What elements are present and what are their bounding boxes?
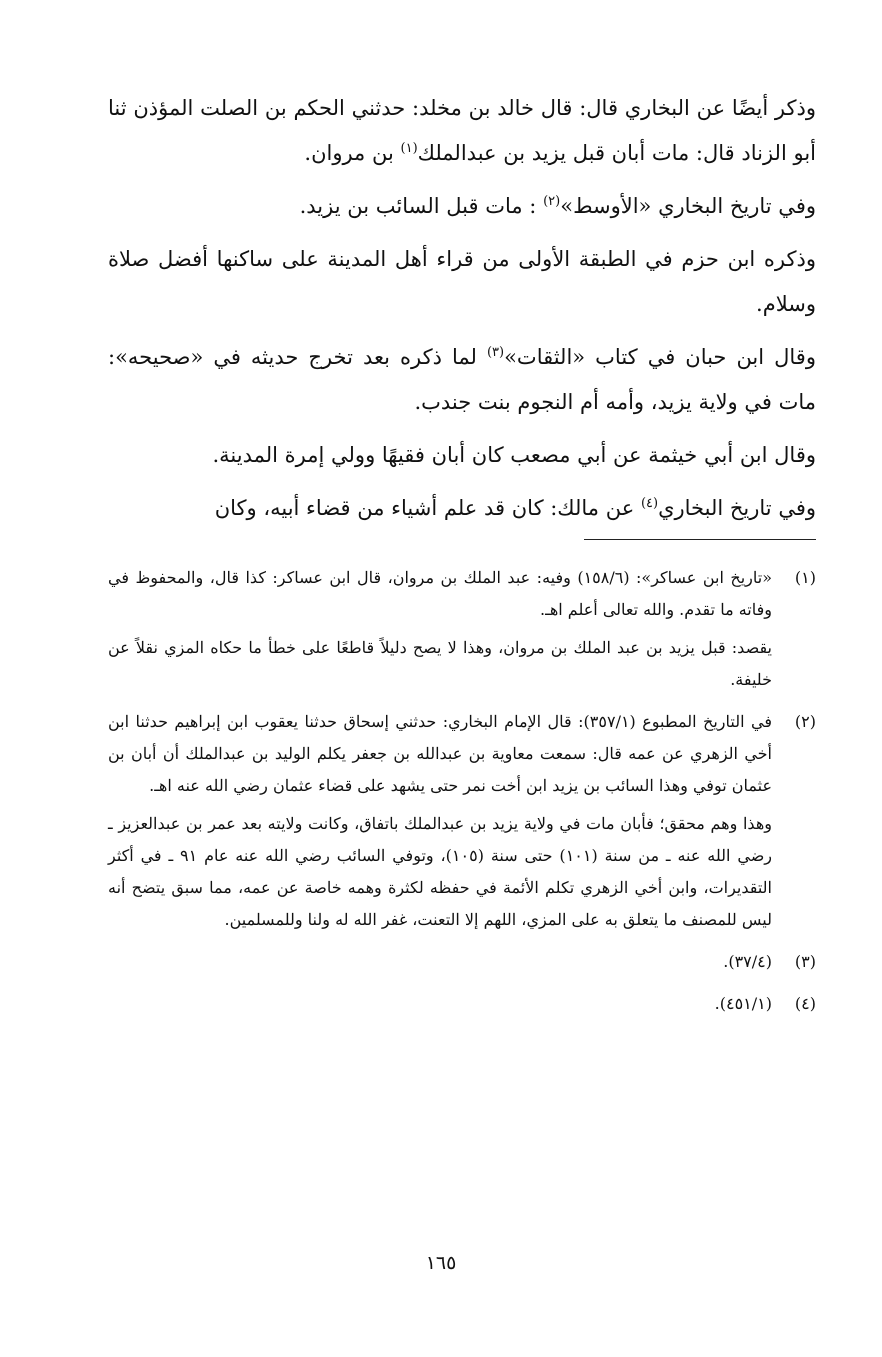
main-paragraph [108, 237, 816, 327]
footnote-separator [584, 539, 816, 540]
footnote-number: (٤) [794, 994, 816, 1013]
paragraph-text: : مات قبل السائب بن يزيد. [299, 194, 537, 218]
page-number: ١٦٥ [425, 1252, 457, 1274]
paragraph-text: وقال ابن أبي خيثمة عن أبي مصعب كان أبان فقيهًا وولي إمرة المدينة. [212, 443, 816, 467]
footnote-4 [108, 988, 816, 1026]
paragraph-text: وفي تاريخ البخاري «الأوسط» [560, 194, 816, 218]
footnote-body [108, 988, 772, 1026]
footnote-reference: (١) [400, 141, 418, 156]
paragraph-text: وذكره ابن حزم في الطبقة الأولى من قراء أهل المدينة على ساكنها أفضل صلاة وسلام. [108, 247, 816, 316]
footnote-text: (٣٧/٤). [723, 952, 772, 971]
footnote-reference: (٤) [640, 496, 659, 511]
footnote-reference: (٢) [543, 194, 561, 209]
footnote-text: (٤٥١/١). [714, 994, 772, 1013]
footnote-body [108, 706, 772, 942]
footnote-number: (١) [794, 568, 816, 587]
paragraph-text: عن مالك: كان قد علم أشياء من قضاء أبيه، وكان [214, 496, 635, 520]
footnote-3 [108, 946, 816, 984]
paragraph-text: وقال ابن حبان في كتاب «الثقات» [504, 345, 816, 369]
footnote-reference: (٣) [486, 345, 505, 360]
main-text [108, 86, 816, 531]
footnote-text: يقصد: قبل يزيد بن عبد الملك بن مروان، وهذا لا يصح دليلاً قاطعًا على خطأ ما حكاه المزي نقلاً عن خليفة. [108, 638, 772, 689]
footnote-text: في التاريخ المطبوع (٣٥٧/١): قال الإمام البخاري: حدثني إسحاق حدثنا يعقوب ابن إبراهيم حدثنا ابن أخي الزهري عن عمه قال: سمعت معاوية بن عبدالله بن جعفر يكلم الوليد بن عبدالملك أن أبان بن عثمان توفي وهذا السائب بن يزيد ابن أخت نمر حتى يشهد على قضاء عثمان رضي الله عنه اهـ. [108, 712, 773, 795]
footnotes-section [108, 562, 816, 1026]
main-paragraph [108, 86, 816, 176]
footnote-body [108, 562, 772, 702]
footnote-text: وهذا وهم محقق؛ فأبان مات في ولاية يزيد بن عبدالملك باتفاق، وكانت ولايته بعد عمر بن عبدالعزيز ـ رضي الله عنه ـ من سنة (١٠١) حتى سنة (١٠٥)، وتوفي السائب رضي الله عنه عام ٩١ ـ في أكثر التقديرات، وابن أخي الزهري تكلم الأئمة في حفظه لكثرة وهمه خاصة عن عمه، مما سبق يتضح أنه ليس للمصنف ما يتعلق به على المزي، اللهم إلا التعنت، غفر الله له ولنا وللمسلمين. [108, 814, 773, 929]
main-paragraph [108, 184, 816, 229]
footnote-2 [108, 706, 816, 942]
main-paragraph [108, 335, 816, 425]
footnote-body [108, 946, 772, 984]
paragraph-text: لما ذكره بعد تخرج حديثه في «صحيحه»: مات في ولاية يزيد، وأمه أم النجوم بنت جندب. [108, 345, 816, 414]
footnote-number: (٢) [794, 712, 816, 731]
main-paragraph [108, 486, 816, 531]
main-paragraph [108, 433, 816, 478]
footnote-1 [108, 562, 816, 702]
paragraph-text: وذكر أيضًا عن البخاري قال: قال خالد بن مخلد: حدثني الحكم بن الصلت المؤذن ثنا أبو الزناد قال: مات أبان قبل يزيد بن عبدالملك [108, 96, 816, 165]
footnote-text: «تاريخ ابن عساكر»: (١٥٨/٦) وفيه: عبد الملك بن مروان، قال ابن عساكر: كذا قال، والمحفوظ في وفاته ما تقدم. والله تعالى أعلم اهـ. [108, 568, 772, 619]
paragraph-text: بن مروان. [304, 141, 394, 165]
page-content [108, 86, 816, 1030]
paragraph-text: وفي تاريخ البخاري [658, 496, 816, 520]
footnote-number: (٣) [794, 952, 816, 971]
